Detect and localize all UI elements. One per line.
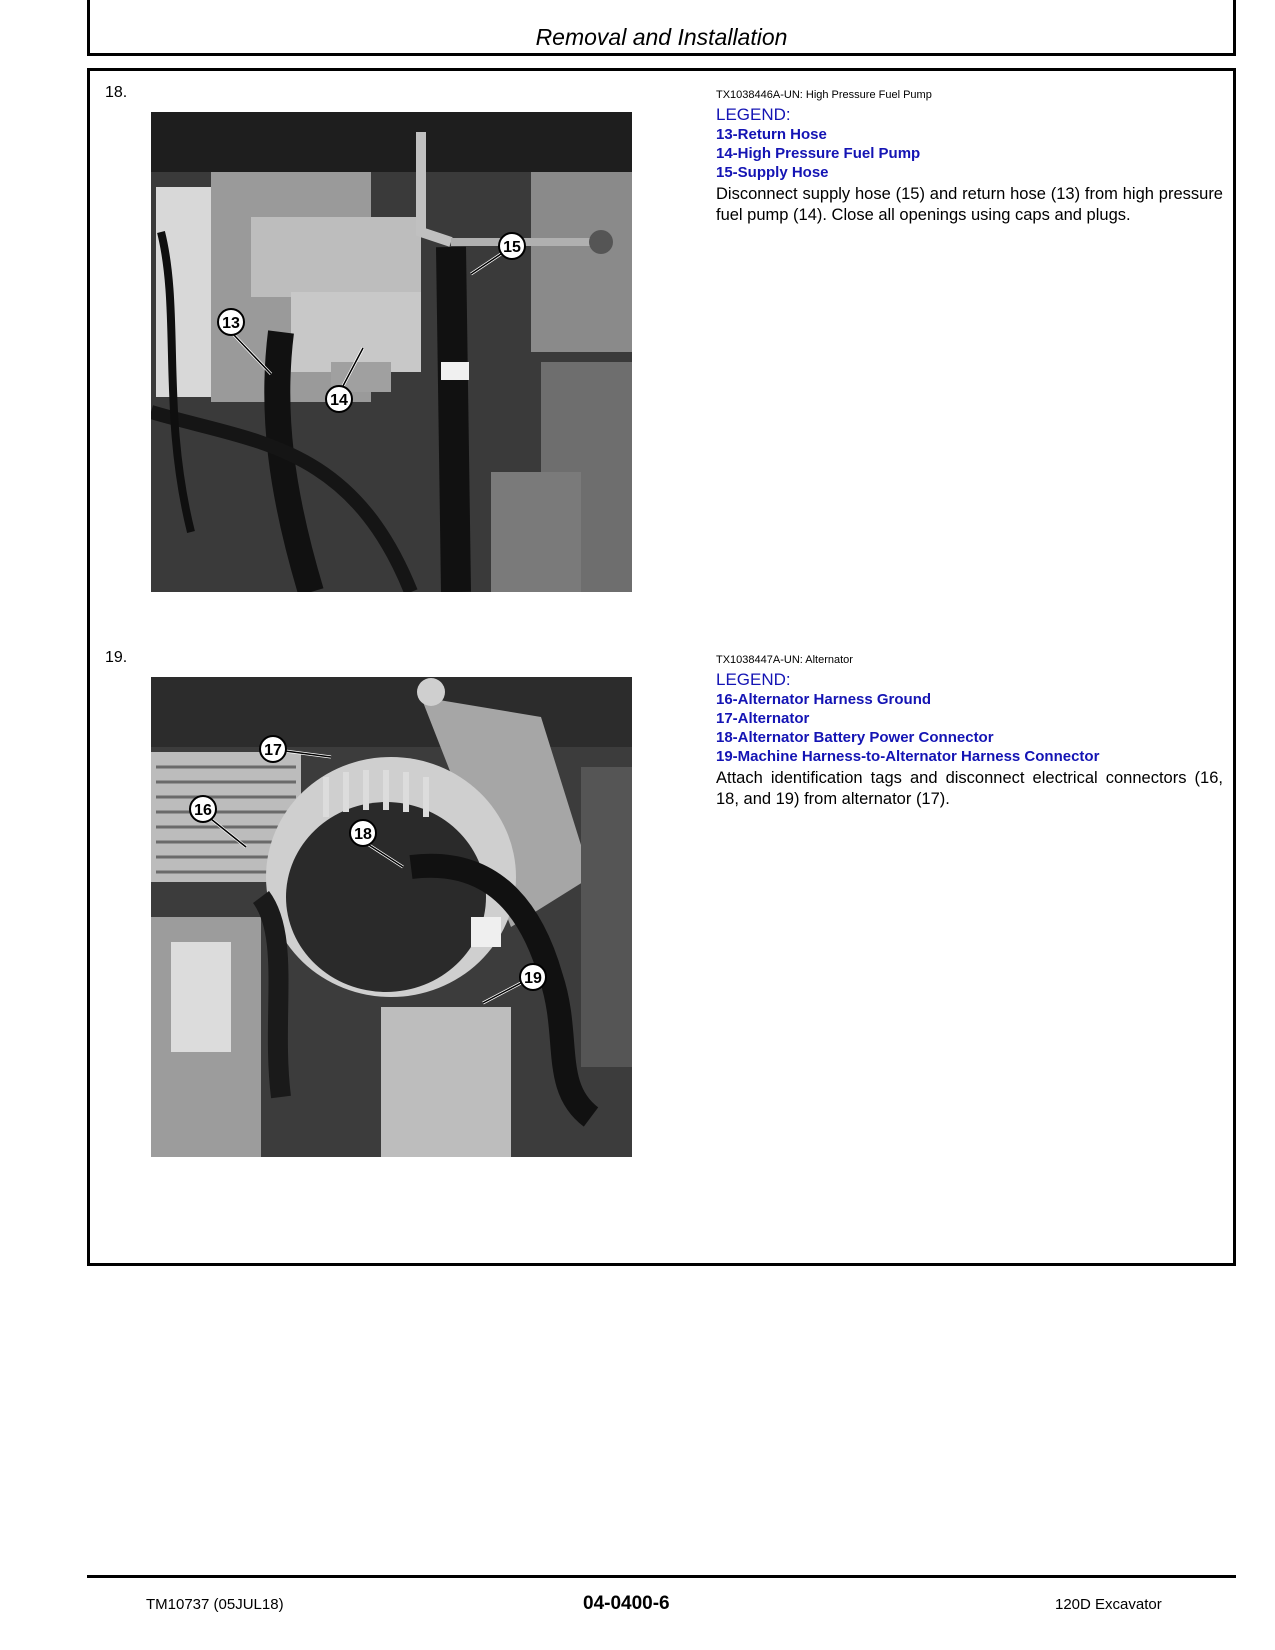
step-18-caption — [716, 89, 1223, 226]
callout-13 — [218, 309, 271, 374]
figure-id: TX1038446A-UN: High Pressure Fuel Pump — [716, 89, 932, 101]
legend-item: 16-Alternator Harness Ground — [716, 691, 932, 708]
step-instruction: Attach identification tags and disconnect electrical connectors (16, 18, and 19) from alternator (17). — [716, 769, 1223, 808]
footer-divider — [87, 1575, 1236, 1578]
svg-text:19: 19 — [524, 970, 542, 987]
callout-16 — [190, 796, 246, 847]
legend-title: LEGEND: — [716, 670, 791, 689]
legend-item: 18-Alternator Battery Power Connector — [716, 729, 994, 746]
legend-title: LEGEND: — [716, 105, 791, 124]
legend-item: 17-Alternator — [716, 710, 810, 727]
svg-text:15: 15 — [503, 239, 521, 256]
step-instruction: Disconnect supply hose (15) and return hose (13) from high pressure fuel pump (14). Close all openings using caps and plugs. — [716, 185, 1223, 224]
svg-text:18: 18 — [354, 826, 372, 843]
step-19-caption — [716, 654, 1223, 810]
figure-id: TX1038447A-UN: Alternator — [716, 654, 853, 666]
step-18 — [99, 71, 1229, 631]
fuel-pump-photo — [151, 112, 632, 592]
machine-model: 120D Excavator — [1055, 1596, 1162, 1613]
page-number: 04-0400-6 — [583, 1593, 670, 1614]
callout-19 — [483, 964, 546, 1003]
step-19 — [99, 636, 1229, 1196]
callout-15 — [471, 233, 525, 274]
page-header — [87, 0, 1236, 56]
callout-14 — [326, 348, 363, 412]
legend-item: 15-Supply Hose — [716, 164, 829, 181]
svg-text:16: 16 — [194, 802, 212, 819]
legend-item: 19-Machine Harness-to-Alternator Harness Connector — [716, 748, 1100, 765]
svg-text:13: 13 — [222, 315, 240, 332]
legend-item: 14-High Pressure Fuel Pump — [716, 145, 921, 162]
alternator-photo — [151, 677, 632, 1157]
legend-item: 13-Return Hose — [716, 126, 827, 143]
content-frame — [87, 68, 1236, 1266]
callout-18 — [350, 820, 403, 867]
step-number: 19. — [105, 649, 128, 666]
step-number: 18. — [105, 84, 128, 101]
svg-text:14: 14 — [330, 392, 348, 409]
section-title: Removal and Installation — [535, 24, 788, 50]
manual-id: TM10737 (05JUL18) — [146, 1596, 284, 1613]
svg-text:17: 17 — [264, 742, 282, 759]
callout-17 — [260, 736, 331, 762]
